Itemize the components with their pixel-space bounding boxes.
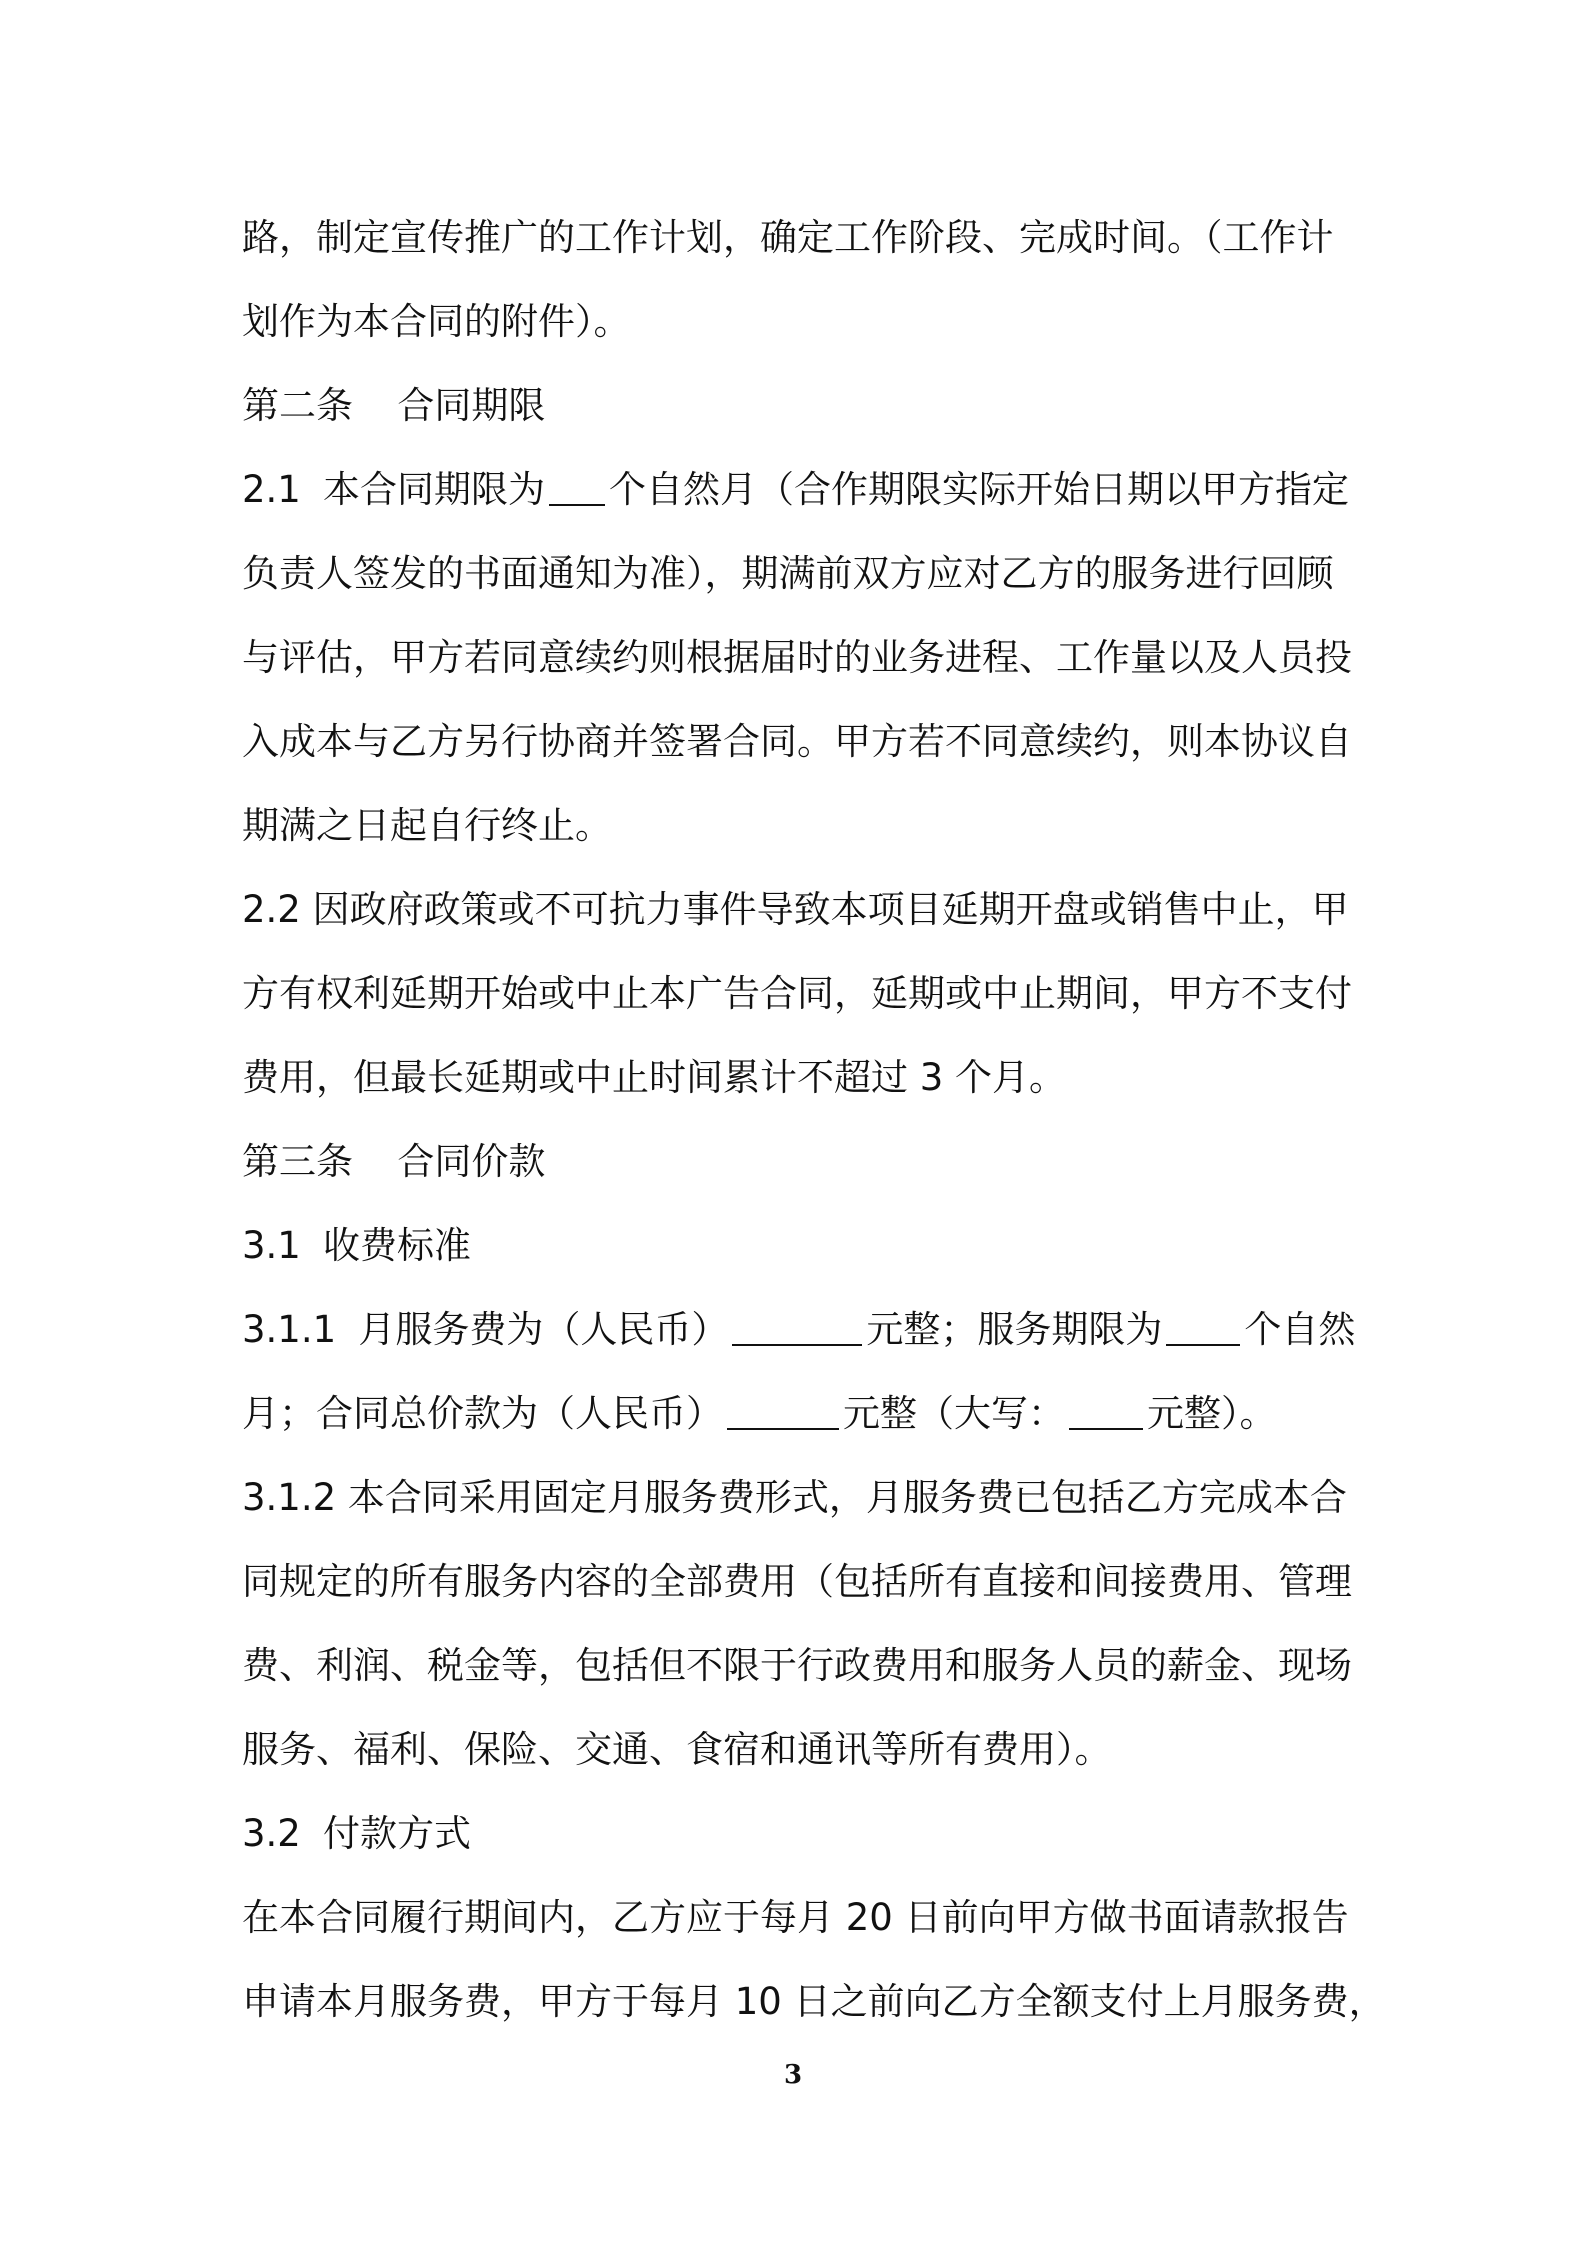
clause-text: 月服务费为（人民币）	[358, 1308, 729, 1351]
clause-heading	[242, 1204, 1362, 1288]
clause-number: 3.1	[242, 1224, 301, 1267]
clause-text: 个自然	[1244, 1308, 1356, 1351]
clause-3-1-1-line	[242, 1288, 1362, 1372]
blank-field	[727, 1391, 839, 1430]
clause-number: 3.2	[242, 1812, 301, 1855]
article-title: 合同价款	[397, 1140, 546, 1183]
document-body	[242, 196, 1386, 2044]
clause-3-1-1-line	[242, 1372, 1362, 1456]
clause-text: 个自然月（合作期限实际开始日期以甲方指定	[609, 468, 1350, 511]
paragraph-line: 2.2 因政府政策或不可抗力事件导致本项目延期开盘或销售中止，甲	[242, 888, 1349, 931]
blank-field	[1166, 1307, 1240, 1346]
paragraph-line: 申请本月服务费，甲方于每月 10 日之前向乙方全额支付上月服务费，	[242, 1980, 1386, 2023]
paragraph-line: 划作为本合同的附件）。	[242, 300, 631, 343]
paragraph-line: 费用，但最长延期或中止时间累计不超过 3 个月。	[242, 1056, 1067, 1099]
article-number: 第二条	[242, 384, 353, 427]
paragraph-line: 与评估，甲方若同意续约则根据届时的业务进程、工作量以及人员投	[242, 636, 1352, 679]
paragraph-line: 在本合同履行期间内，乙方应于每月 20 日前向甲方做书面请款报告	[242, 1896, 1349, 1939]
clause-text: 元整；服务期限为	[866, 1308, 1163, 1351]
clause-text: 本合同期限为	[323, 468, 546, 511]
paragraph-line: 服务、福利、保险、交通、食宿和通讯等所有费用）。	[242, 1728, 1112, 1771]
article-heading	[242, 364, 1362, 448]
clause-text: 月；合同总价款为（人民币）	[242, 1392, 723, 1435]
paragraph-line: 同规定的所有服务内容的全部费用（包括所有直接和间接费用、管理	[242, 1560, 1352, 1603]
paragraph-line: 3.1.2 本合同采用固定月服务费形式，月服务费已包括乙方完成本合	[242, 1476, 1347, 1519]
paragraph-line: 负责人签发的书面通知为准），期满前双方应对乙方的服务进行回顾	[242, 552, 1334, 595]
clause-title: 付款方式	[323, 1812, 472, 1855]
clause-text: 元整）。	[1147, 1392, 1277, 1435]
paragraph-line: 费、利润、税金等，包括但不限于行政费用和服务人员的薪金、现场	[242, 1644, 1352, 1687]
article-heading	[242, 1120, 1362, 1204]
paragraph-line: 入成本与乙方另行协商并签署合同。甲方若不同意续约，则本协议自	[242, 720, 1352, 763]
clause-number: 2.1	[242, 468, 301, 511]
blank-field	[732, 1307, 862, 1346]
page-number: 3	[783, 2060, 803, 2090]
paragraph-line: 方有权利延期开始或中止本广告合同，延期或中止期间，甲方不支付	[242, 972, 1352, 1015]
article-number: 第三条	[242, 1140, 353, 1183]
clause-2-1-line	[242, 448, 1362, 532]
clause-title: 收费标准	[323, 1224, 472, 1267]
clause-text: 元整（大写：	[843, 1392, 1065, 1435]
clause-heading	[242, 1792, 1362, 1876]
paragraph-line: 期满之日起自行终止。	[242, 804, 612, 847]
blank-field	[1069, 1391, 1143, 1430]
article-title: 合同期限	[397, 384, 546, 427]
clause-number: 3.1.1	[242, 1308, 337, 1351]
paragraph-line: 路，制定宣传推广的工作计划，确定工作阶段、完成时间。（工作计	[242, 216, 1334, 259]
blank-field	[549, 467, 605, 506]
